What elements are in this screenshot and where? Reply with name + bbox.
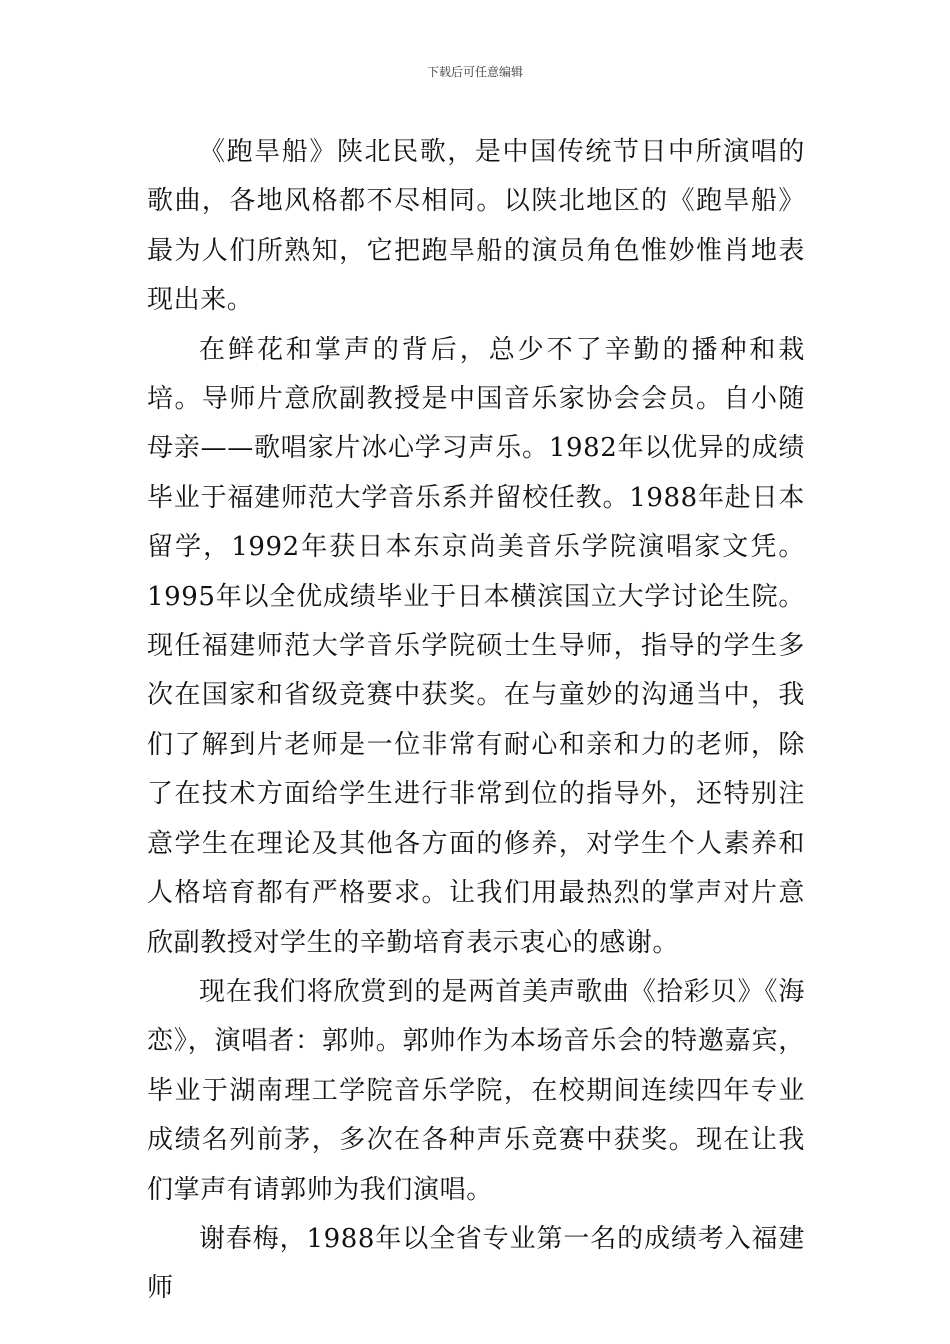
page-header: 下载后可任意编辑	[426, 65, 523, 79]
document-body	[147, 128, 805, 1304]
paragraph-mentor-introduction: 在鲜花和掌声的背后，总少不了辛勤的播种和栽培。导师片意欣副教授是中国音乐家协会会员。自小随母亲——歌唱家片冰心学习声乐。1982年以优异的成绩毕业于福建师范大学音乐系并留校任教。1988年赴日本留学，1992年获日本东京尚美音乐学院演唱家文凭。1995年以全优成绩毕业于日本横滨国立大学讨论生院。现任福建师范大学音乐学院硕士生导师，指导的学生多次在国家和省级竞赛中获奖。在与童妙的沟通当中，我们了解到片老师是一位非常有耐心和亲和力的老师，除了在技术方面给学生进行非常到位的指导外，还特别注意学生在理论及其他各方面的修养，对学生个人素养和人格培育都有严格要求。让我们用最热烈的掌声对片意欣副教授对学生的辛勤培育表示衷心的感谢。	[147, 334, 805, 958]
paragraph-pao-han-chuan: 《跑旱船》陕北民歌，是中国传统节日中所演唱的歌曲，各地风格都不尽相同。以陕北地区的《跑旱船》最为人们所熟知，它把跑旱船的演员角色惟妙惟肖地表现出来。	[147, 137, 805, 316]
paragraph-xie-chunmei: 谢春梅，1988年以全省专业第一名的成绩考入福建师	[147, 1223, 805, 1304]
paragraph-guest-performer: 现在我们将欣赏到的是两首美声歌曲《拾彩贝》《海恋》，演唱者：郭帅。郭帅作为本场音乐会的特邀嘉宾，毕业于湖南理工学院音乐学院，在校期间连续四年专业成绩名列前茅，多次在各种声乐竞赛中获奖。现在让我们掌声有请郭帅为我们演唱。	[147, 976, 805, 1205]
